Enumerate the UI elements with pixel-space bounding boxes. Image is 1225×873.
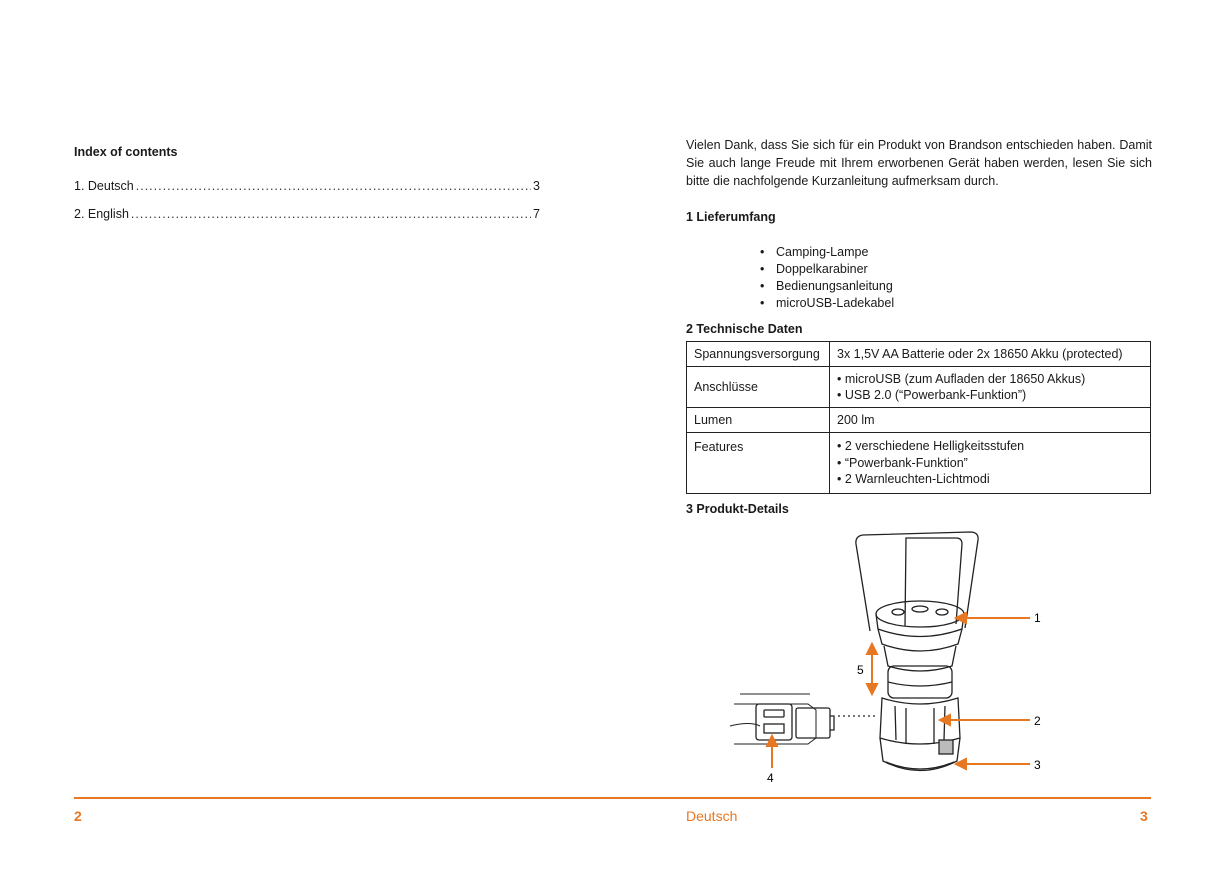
toc-entry-deutsch[interactable] bbox=[74, 179, 540, 193]
table-row bbox=[687, 433, 1151, 494]
page-number-right: 3 bbox=[1140, 808, 1148, 824]
spec-value-line: • microUSB (zum Aufladen der 18650 Akkus) bbox=[837, 371, 1143, 388]
toc-leader-dots bbox=[131, 207, 531, 221]
spec-value-line: 200 lm bbox=[837, 412, 875, 427]
table-row bbox=[687, 408, 1151, 433]
callout-arrows bbox=[767, 613, 1030, 769]
spec-value-line: 3x 1,5V AA Batterie oder 2x 18650 Akku (protected) bbox=[837, 346, 1123, 361]
switch-button bbox=[939, 740, 953, 754]
spec-value-line: • “Powerbank-Funktion” bbox=[837, 455, 1143, 472]
spec-value bbox=[830, 408, 1151, 433]
spec-key: Features bbox=[687, 433, 830, 494]
toc-entry-label: 2. English bbox=[74, 207, 129, 221]
list-item: • microUSB-Ladekabel bbox=[760, 295, 894, 312]
spec-value bbox=[830, 342, 1151, 367]
spec-value bbox=[830, 433, 1151, 494]
port-cover bbox=[796, 708, 830, 738]
spec-key: Spannungsversorgung bbox=[687, 342, 830, 367]
toc-title: Index of contents bbox=[74, 145, 178, 159]
callout-label: 2 bbox=[1034, 714, 1041, 728]
table-row bbox=[687, 342, 1151, 367]
toc-leader-dots bbox=[136, 179, 531, 193]
table-row bbox=[687, 367, 1151, 408]
callout-label: 4 bbox=[767, 771, 774, 785]
toc-entry-page: 3 bbox=[533, 179, 540, 193]
section-heading-technische-daten: 2 Technische Daten bbox=[686, 322, 803, 336]
callout-label: 3 bbox=[1034, 758, 1041, 772]
toc-entry-page: 7 bbox=[533, 207, 540, 221]
spec-value-line: • USB 2.0 (“Powerbank-Funktion”) bbox=[837, 387, 1143, 404]
toc-entry-label: 1. Deutsch bbox=[74, 179, 134, 193]
list-item: • Camping-Lampe bbox=[760, 244, 894, 261]
intro-paragraph: Vielen Dank, dass Sie sich für ein Produkt von Brandson entschieden haben. Damit Sie auch lange Freude mit Ihrem erworbenen Gerät haben werden, lesen Sie sich bitte die nachfolgende Kurzanleitung aufmerksam durch. bbox=[686, 138, 1152, 188]
footer-section-label: Deutsch bbox=[686, 808, 738, 824]
footer-divider bbox=[74, 797, 1151, 799]
list-item: • Bedienungsanleitung bbox=[760, 278, 894, 295]
callout-label: 5 bbox=[857, 663, 864, 677]
lantern-illustration bbox=[720, 526, 1060, 791]
page-number-left: 2 bbox=[74, 808, 82, 824]
section-heading-produkt-details: 3 Produkt-Details bbox=[686, 502, 789, 516]
spec-value bbox=[830, 367, 1151, 408]
lantern-handle-inner bbox=[905, 538, 962, 626]
lantern-top-cap bbox=[876, 601, 964, 627]
list-item: • Doppelkarabiner bbox=[760, 261, 894, 278]
section-heading-lieferumfang: 1 Lieferumfang bbox=[686, 210, 776, 224]
usb-port bbox=[764, 724, 784, 733]
spec-value-line: • 2 verschiedene Helligkeitsstufen bbox=[837, 438, 1143, 455]
spec-table bbox=[686, 341, 1151, 494]
microusb-port bbox=[764, 710, 784, 717]
spec-key: Anschlüsse bbox=[687, 367, 830, 408]
spec-value-line: • 2 Warnleuchten-Lichtmodi bbox=[837, 471, 1143, 488]
toc-entry-english[interactable] bbox=[74, 207, 540, 221]
scope-list bbox=[760, 244, 894, 312]
callout-label: 1 bbox=[1034, 611, 1041, 625]
spec-key: Lumen bbox=[687, 408, 830, 433]
